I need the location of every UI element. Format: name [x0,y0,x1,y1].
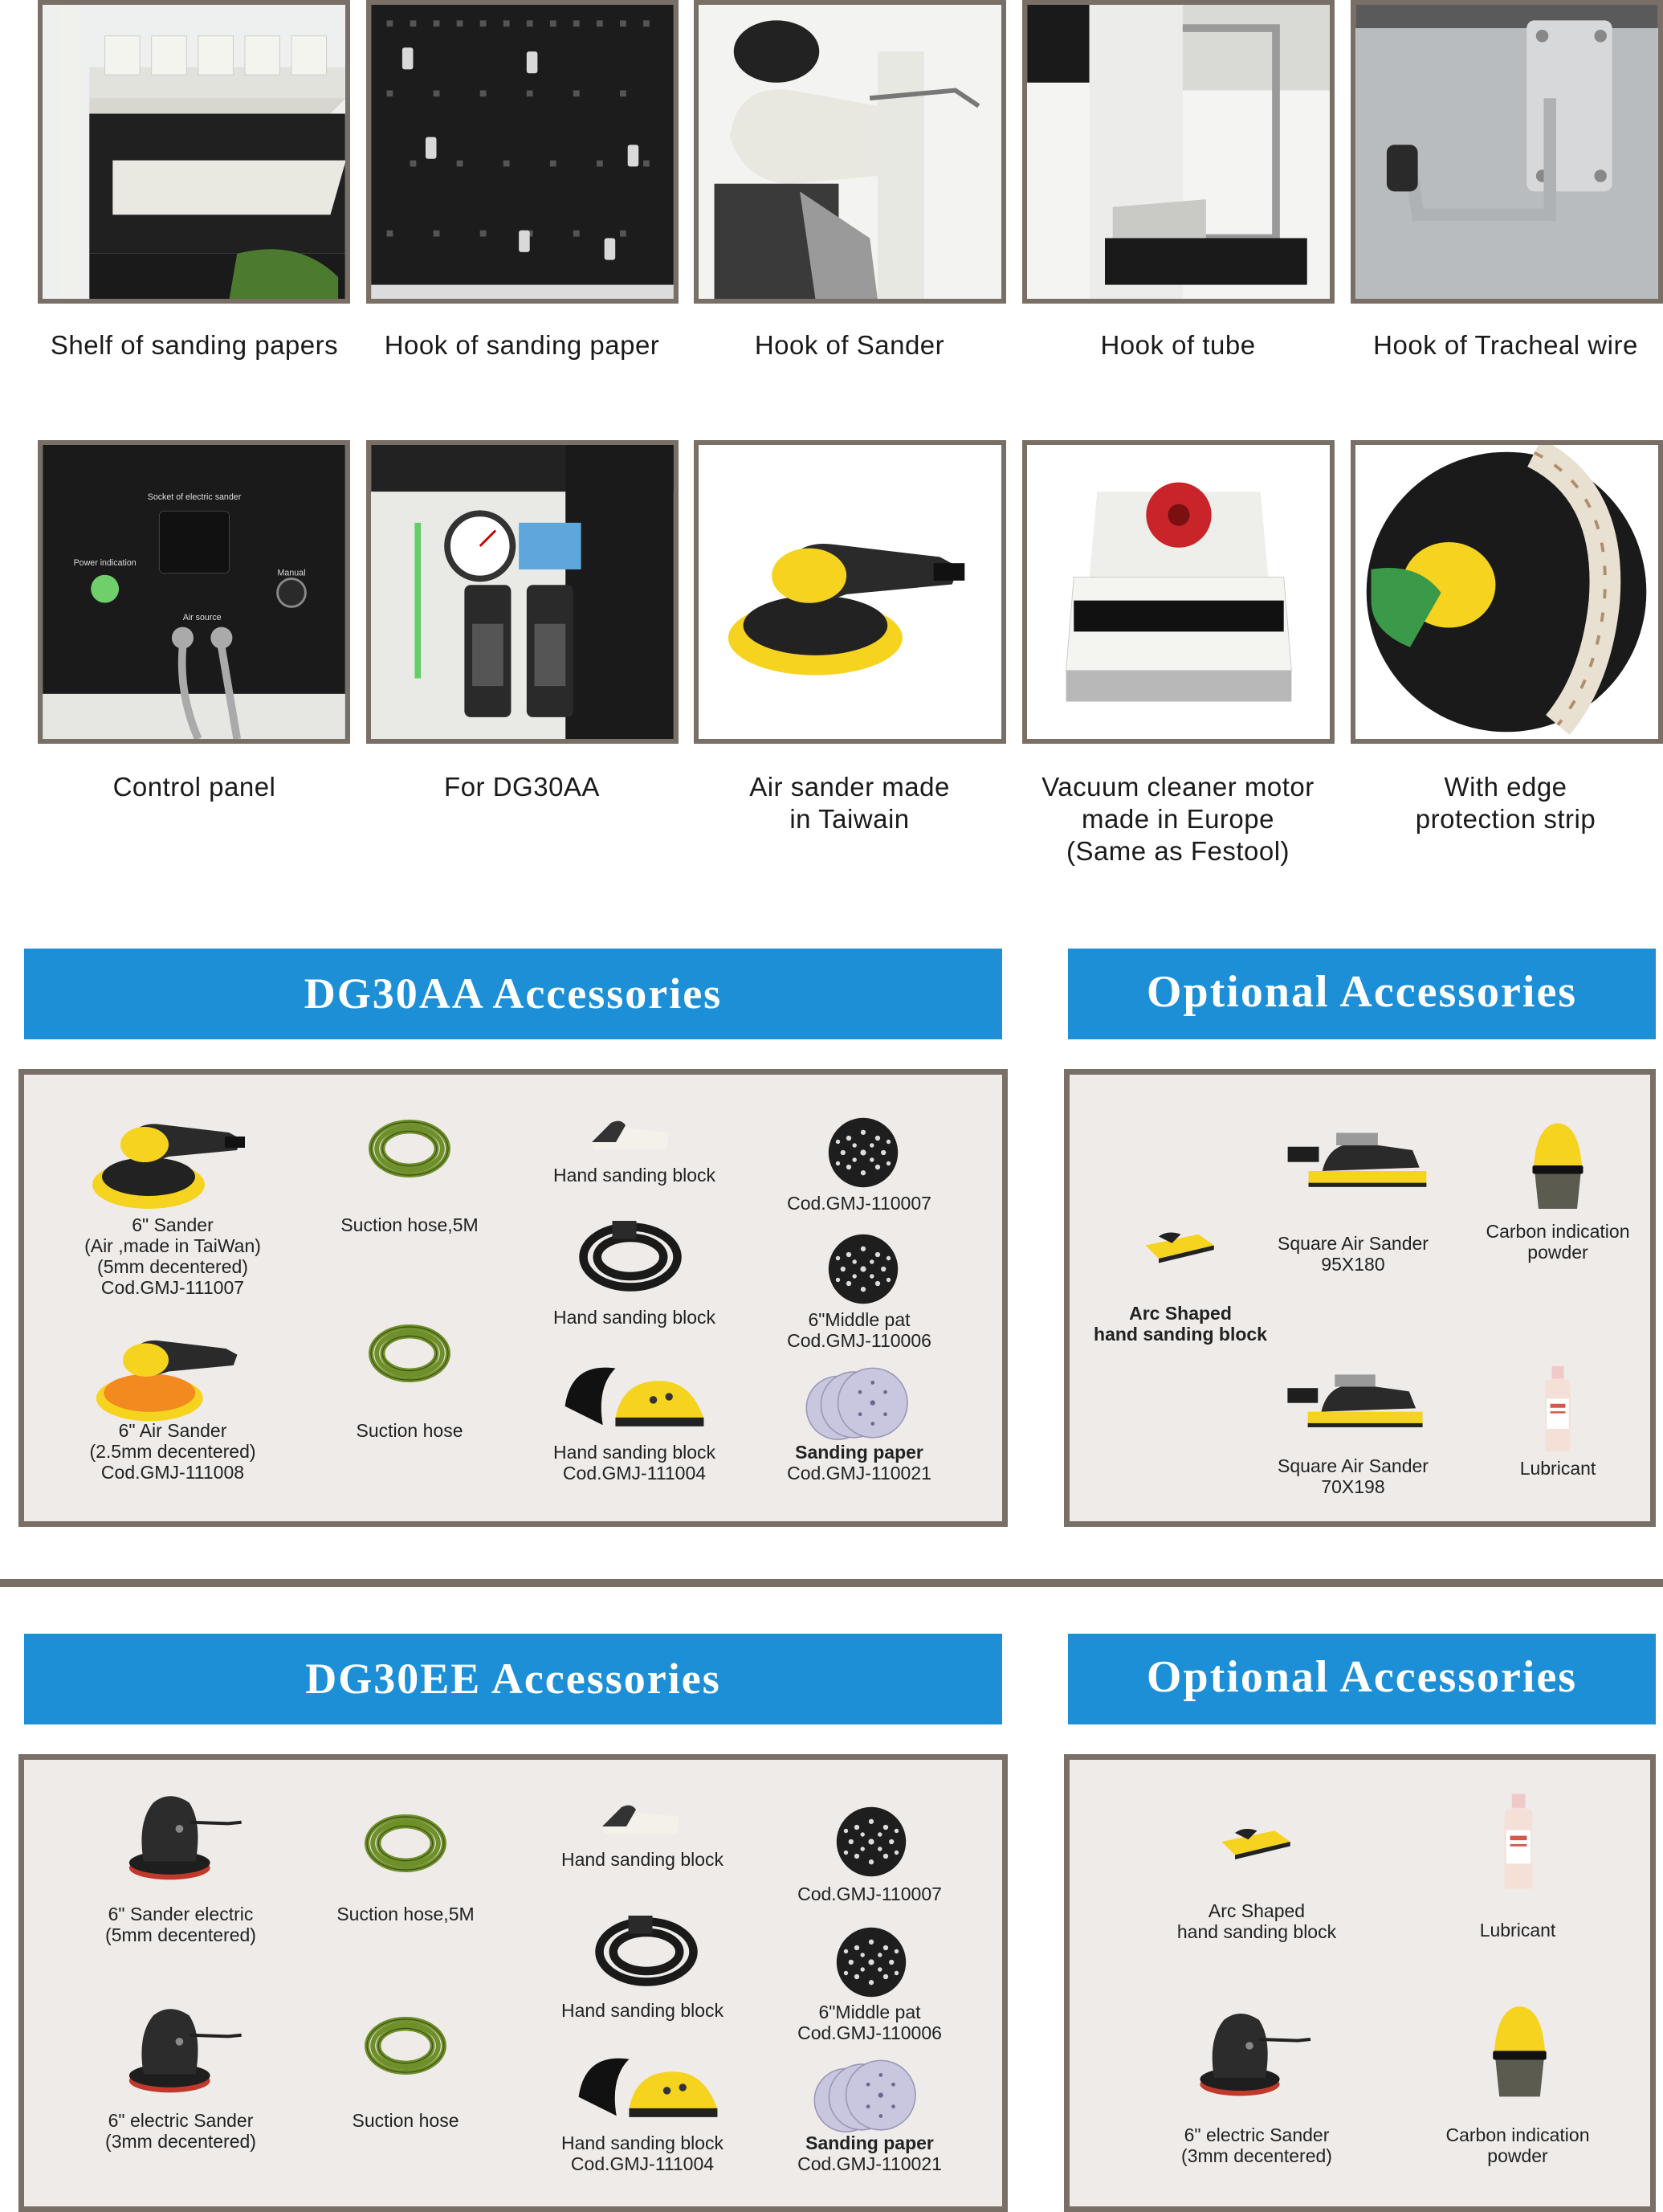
socket-label: Socket of electric sander [147,492,242,502]
hand-sanding-block-3-line1: Hand sanding block [552,1442,716,1463]
pegboard-photo-icon [371,5,674,299]
sanding-paper-icon [795,1357,931,1446]
filter-regulator-photo-icon [371,445,674,739]
electric-sander-icon [116,1783,249,1888]
lubricant-label-opt2: Lubricant [1479,1920,1556,1941]
arc-block-opt1-line1: Arc Shaped [1129,1303,1232,1324]
caption-pegboard-hook: Hook of sanding paper [384,330,660,360]
hand-sanding-block-3-line2: Cod.GMJ-111004 [562,1463,707,1484]
vacuum-motor-photo-icon [1027,445,1330,739]
carbon-powder-label-opt1 [1461,1221,1654,1263]
pad-code-label-1: Cod.GMJ-110007 [787,1193,931,1214]
middle-pad-icon-1 [827,1233,899,1305]
electric-sander-opt-line1: 6" electric Sander [1184,2124,1330,2145]
tube-hook-photo-icon [1027,5,1330,299]
optional-accessories-title-1: Optional Accessories [1068,949,1656,1039]
hand-sanding-block-icon-5 [578,1904,715,2000]
photo-air-sander [694,440,1006,744]
caption-wire-hook: Hook of Tracheal wire [1373,330,1638,360]
caption-edge-line2: protection strip [1415,804,1596,834]
lubricant-label-opt1: Lubricant [1519,1458,1596,1479]
hand-sanding-block-icon-2 [562,1209,699,1305]
middle-pad-label-1 [747,1309,972,1351]
arc-hand-block-icon-2 [572,2040,724,2128]
carbon-opt2-line2: powder [1487,2145,1548,2166]
sander-6-line2: (Air ,made in TaiWan) [84,1235,261,1256]
air-source-label: Air source [182,612,222,622]
electric-sander-line1: 6" Sander electric [108,1904,254,1924]
dg30aa-accessories-title: DG30AA Accessories [24,949,1002,1039]
arc-block-opt2-line1: Arc Shaped [1208,1900,1306,1921]
middle-pad-icon-2 [835,1926,907,1998]
carbon-powder-label-opt2 [1421,2124,1614,2166]
pad-holes-icon-2 [835,1806,907,1878]
caption-vacuum-line1: Vacuum cleaner motor [1041,772,1315,802]
sander-6-line4: Cod.GMJ-111007 [100,1277,245,1298]
wire-hook-photo-icon [1355,5,1658,299]
hand-sanding-block-icon-1 [582,1108,679,1157]
hand-sanding-block-6-line2: Cod.GMJ-111004 [570,2153,715,2174]
arc-hand-block-icon [558,1349,711,1438]
electric-sander-3mm-label-opt [1148,2124,1365,2166]
suction-hose-5m-label-2: Suction hose,5M [336,1904,475,1924]
carbon-opt1-line1: Carbon indication [1486,1221,1630,1242]
caption-for-dg30aa: For DG30AA [444,772,600,802]
suction-hose-5m-label: Suction hose,5M [340,1214,479,1235]
air-sander-label [44,1420,301,1483]
arc-block-label-opt2 [1156,1900,1357,1942]
caption-air-sander-line2: in Taiwain [789,804,910,834]
middle-pad-line1: 6"Middle pat [808,1309,911,1330]
air-sander-icon [92,1317,245,1426]
hand-sanding-block-label-3 [522,1442,747,1484]
air-sander-line1: 6" Air Sander [118,1420,227,1441]
arc-block-opt2-line2: hand sanding block [1176,1921,1337,1942]
caption-tube-hook: Hook of tube [1100,330,1256,360]
electric-sander-opt-line2: (3mm decentered) [1181,2145,1332,2166]
square-70-line2: 70X198 [1321,1476,1385,1497]
caption-edge-strip [1333,771,1663,835]
caption-sander-hook: Hook of Sander [754,330,945,360]
sanding-paper-icon-2 [803,2050,940,2138]
photo-sander-hook [694,0,1006,304]
shelf-photo-icon [43,5,345,299]
electric-sander-3mm-label [52,2110,309,2152]
caption-air-sander [689,771,1010,835]
square-air-sander-70-label [1253,1455,1453,1497]
square-air-sander-95-label [1253,1233,1453,1275]
electric-sander-3mm-icon-opt [1188,2000,1317,2104]
air-sander-line2: (2.5mm decentered) [89,1441,256,1462]
air-sander-photo-icon [699,445,1001,739]
control-panel-photo-icon [43,445,345,739]
electric-sander-label [52,1904,309,1945]
pad-holes-icon-1 [827,1116,899,1189]
caption-vacuum-line2: made in Europe [1082,804,1274,834]
manual-label: Manual [277,568,306,578]
caption-edge-line1: With edge [1444,772,1567,802]
middle-pad-2-line2: Cod.GMJ-110006 [797,2022,942,2043]
middle-pad-2-line1: 6"Middle pat [818,2002,921,2022]
square-95-line1: Square Air Sander [1278,1233,1429,1254]
photo-filter-regulator [366,440,679,744]
lubricant-icon-opt2 [1496,1791,1541,1892]
caption-air-sander-line1: Air sander made [749,772,950,802]
middle-pad-line2: Cod.GMJ-110006 [787,1330,931,1351]
hand-sanding-block-label-1: Hand sanding block [552,1165,716,1186]
section-divider [0,1579,1663,1587]
hand-sanding-block-6-line1: Hand sanding block [560,2132,724,2153]
electric-sander-3mm-line2: (3mm decentered) [105,2131,256,2152]
arc-block-icon-opt2 [1209,1807,1297,1867]
sander-6-line1: 6" Sander [132,1214,214,1235]
arc-block-opt1-line2: hand sanding block [1094,1324,1267,1345]
photo-shelf [38,0,350,304]
suction-hose-5m-icon [361,1104,458,1193]
caption-control-panel: Control panel [112,772,276,802]
photo-pegboard [366,0,679,304]
carbon-opt1-line2: powder [1527,1242,1588,1263]
photo-vacuum-motor [1022,440,1335,744]
air-sander-line3: Cod.GMJ-111008 [100,1462,245,1483]
sander-hook-photo-icon [699,5,1001,299]
arc-block-icon-opt1 [1132,1213,1221,1269]
square-95-line2: 95X180 [1321,1254,1385,1275]
hand-sanding-block-label-6 [530,2132,755,2174]
square-air-sander-70-icon [1281,1357,1429,1446]
suction-hose-icon-2 [357,2002,454,2090]
lubricant-icon-opt1 [1538,1361,1578,1456]
sanding-paper-2-line1: Sanding paper [805,2132,934,2153]
hand-sanding-block-icon-4 [593,1793,689,1841]
caption-vacuum-motor [1001,771,1355,867]
sanding-paper-line2: Cod.GMJ-110021 [787,1463,931,1484]
sanding-paper-label [747,1442,972,1484]
arc-block-label-opt1 [1076,1303,1285,1345]
caption-vacuum-line3: (Same as Festool) [1066,836,1290,866]
suction-hose-5m-icon-2 [357,1799,454,1888]
square-air-sander-95-icon [1281,1116,1433,1205]
sander-6-label [44,1214,301,1298]
electric-sander-3mm-icon [116,1996,249,2100]
middle-pad-label-2 [757,2002,982,2043]
dg30ee-accessories-title: DG30EE Accessories [24,1634,1002,1724]
suction-hose-icon [361,1309,458,1398]
photo-tube-hook [1022,0,1335,304]
carbon-opt2-line1: Carbon indication [1445,2124,1590,2145]
sander-6-icon [88,1100,249,1213]
power-indication-label: Power indication [73,558,137,569]
edge-strip-photo-icon [1355,445,1658,739]
electric-sander-line2: (5mm decentered) [105,1924,256,1945]
photo-wire-hook [1351,0,1663,304]
hand-sanding-block-label-2: Hand sanding block [552,1307,716,1328]
suction-hose-label-2: Suction hose [352,2110,459,2131]
sander-6-line3: (5mm decentered) [97,1256,248,1277]
hand-sanding-block-label-4: Hand sanding block [560,1849,724,1870]
carbon-powder-icon-opt1 [1522,1116,1594,1217]
sanding-paper-label-2 [757,2132,982,2174]
optional-accessories-title-2: Optional Accessories [1068,1634,1656,1724]
photo-control-panel [38,440,350,744]
square-70-line1: Square Air Sander [1278,1455,1429,1476]
pad-code-label-2: Cod.GMJ-110007 [797,1883,942,1904]
carbon-powder-icon-opt2 [1482,2000,1558,2104]
sanding-paper-2-line2: Cod.GMJ-110021 [797,2153,942,2174]
photo-edge-strip [1351,440,1663,744]
sanding-paper-line1: Sanding paper [795,1442,923,1463]
suction-hose-label: Suction hose [356,1420,463,1441]
electric-sander-3mm-line1: 6" electric Sander [108,2110,254,2131]
hand-sanding-block-label-5: Hand sanding block [560,2000,724,2021]
caption-shelf: Shelf of sanding papers [50,330,339,360]
